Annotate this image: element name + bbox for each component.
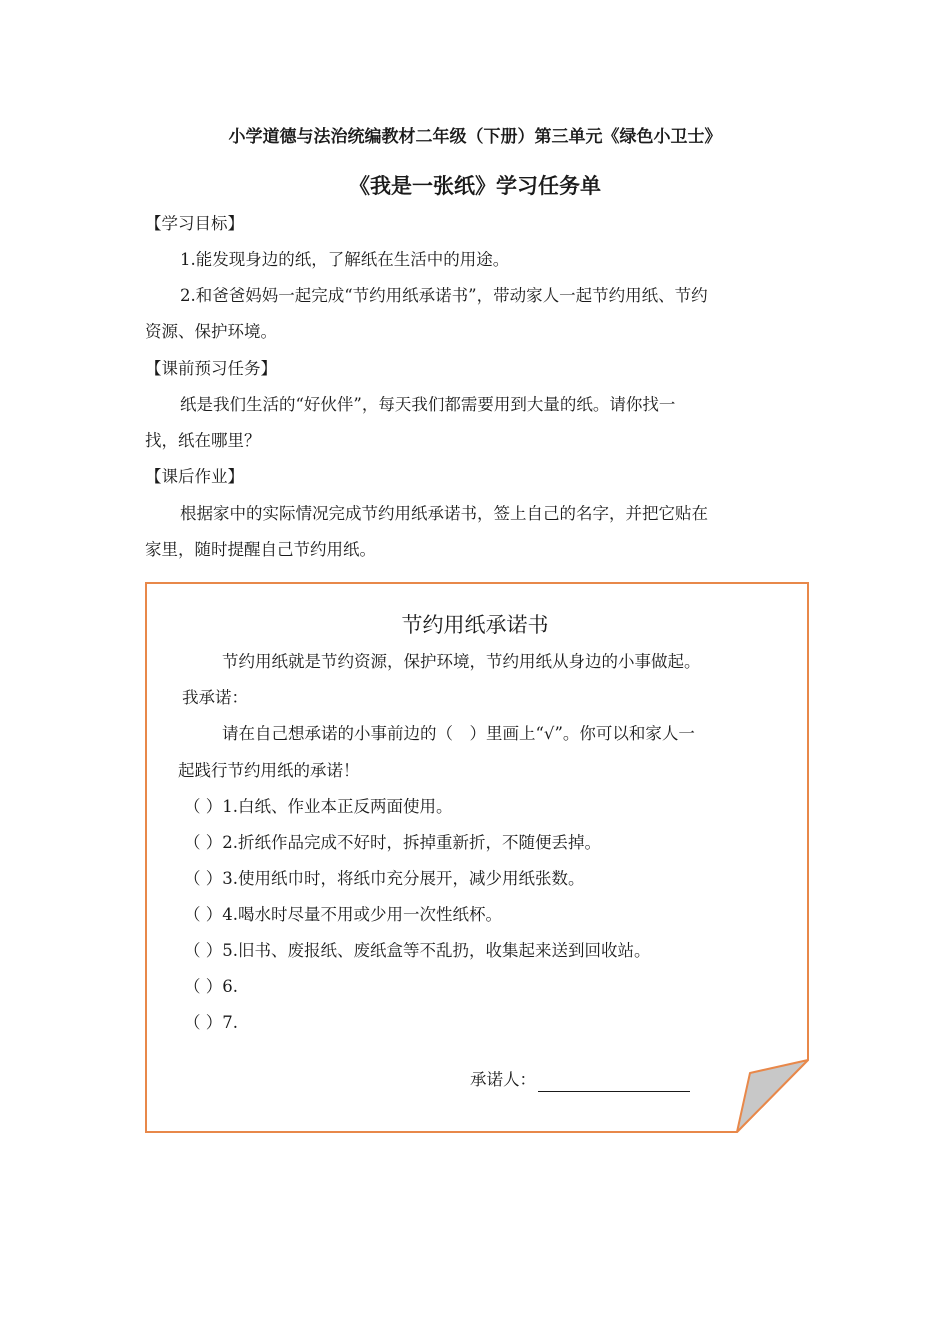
signer-signature-line — [538, 1073, 690, 1092]
goal-item-1: 1.能发现身边的纸，了解纸在生活中的用途。 — [180, 250, 510, 269]
preview-text-line-2: 找，纸在哪里？ — [145, 431, 261, 450]
page-curl-icon — [737, 1060, 808, 1132]
goal-item-2-line-2: 资源、保护环境。 — [145, 322, 277, 341]
pledge-title: 节约用纸承诺书 — [401, 613, 549, 637]
pledge-item: （ ）2.折纸作品完成不好时，拆掉重新折，不随便丢掉。 — [184, 833, 601, 852]
pledge-intro: 节约用纸就是节约资源，保护环境，节约用纸从身边的小事做起。 — [222, 652, 701, 671]
pledge-instruction-line-2: 起践行节约用纸的承诺！ — [178, 761, 360, 780]
preview-text-line-1: 纸是我们生活的“好伙伴”，每天我们都需要用到大量的纸。请你找一 — [180, 395, 676, 414]
document-subtitle: 小学道德与法治统编教材二年级（下册）第三单元《绿色小卫士》 — [228, 127, 722, 147]
pledge-item: （ ）5.旧书、废报纸、废纸盒等不乱扔，收集起来送到回收站。 — [184, 941, 651, 960]
preview-heading: 【课前预习任务】 — [145, 359, 277, 378]
homework-heading: 【课后作业】 — [145, 467, 244, 486]
signer-label: 承诺人： — [470, 1070, 536, 1089]
pledge-signer — [470, 1068, 690, 1092]
goal-item-2-line-1: 2.和爸爸妈妈一起完成“节约用纸承诺书”，带动家人一起节约用纸、节约 — [180, 286, 708, 305]
pledge-promise-label: 我承诺： — [182, 688, 248, 707]
document-title: 《我是一张纸》学习任务单 — [349, 174, 601, 198]
homework-text-line-2: 家里，随时提醒自己节约用纸。 — [145, 540, 376, 559]
pledge-instruction-line-1: 请在自己想承诺的小事前边的（ ）里画上“√”。你可以和家人一 — [222, 724, 695, 743]
pledge-item: （ ）1.白纸、作业本正反两面使用。 — [184, 797, 453, 816]
goals-heading: 【学习目标】 — [145, 214, 244, 233]
pledge-item: （ ）7. — [184, 1013, 238, 1032]
pledge-item: （ ）4.喝水时尽量不用或少用一次性纸杯。 — [184, 905, 502, 924]
pledge-item: （ ）6. — [184, 977, 238, 996]
homework-text-line-1: 根据家中的实际情况完成节约用纸承诺书，签上自己的名字，并把它贴在 — [180, 504, 708, 523]
pledge-item: （ ）3.使用纸巾时，将纸巾充分展开，减少用纸张数。 — [184, 869, 585, 888]
